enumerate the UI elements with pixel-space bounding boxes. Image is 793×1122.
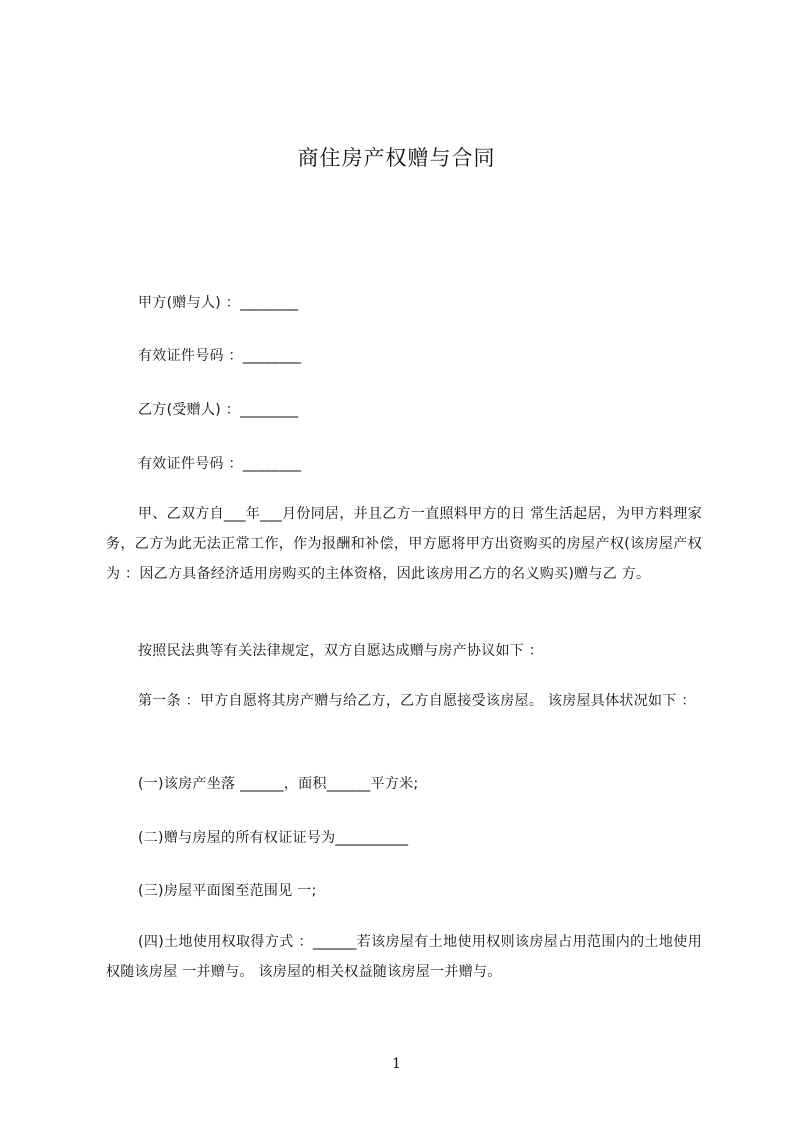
preamble-text: 甲、乙双方自___年___月份同居，并且乙方一直照料甲方的日 常生活起居，为甲方料理家务，乙方为此无法正常工作，作为报酬和补偿，甲方愿将甲方出资购买的房屋产权(该房屋产权为 ：因乙方具备经济适用房购买的主体资格，因此该房用乙方的名义购买)赠与乙 方。 [106, 506, 702, 582]
item-3-line: (三)房屋平面图至范围见 一; [138, 883, 317, 899]
page-number: 1 [392, 1056, 401, 1072]
preamble-paragraph [106, 499, 702, 589]
item-4-paragraph [106, 927, 702, 987]
item-4-text: (四)土地使用权取得方式 ：______若该房屋有土地使用权则该房屋占用范围内的土地使用权随该房屋 一并赠与。 该房屋的相关权益随该房屋一并赠与。 [106, 934, 702, 980]
item-2-line: (二)赠与房屋的所有权证证号为__________ [138, 830, 409, 846]
party-a-line: 甲方(赠与人) ：________ [138, 295, 299, 311]
party-b-line: 乙方(受赠人) ：________ [138, 402, 299, 418]
party-b-id-line: 有效证件号码 ：________ [138, 456, 302, 472]
legal-basis-line: 按照民法典等有关法律规定，双方自愿达成赠与房产协议如下 ： [138, 643, 544, 659]
party-a-id-line: 有效证件号码 ：________ [138, 348, 302, 364]
item-1-line: (一)该房产坐落 ______，面积______平方米; [138, 776, 419, 792]
article-1-text: 第一条 ：甲方自愿将其房产赠与给乙方，乙方自愿接受该房屋。 该房屋具体状况如下 ： [138, 693, 696, 709]
article-1-paragraph [106, 686, 702, 716]
document-title: 商住房产权赠与合同 [297, 146, 496, 170]
